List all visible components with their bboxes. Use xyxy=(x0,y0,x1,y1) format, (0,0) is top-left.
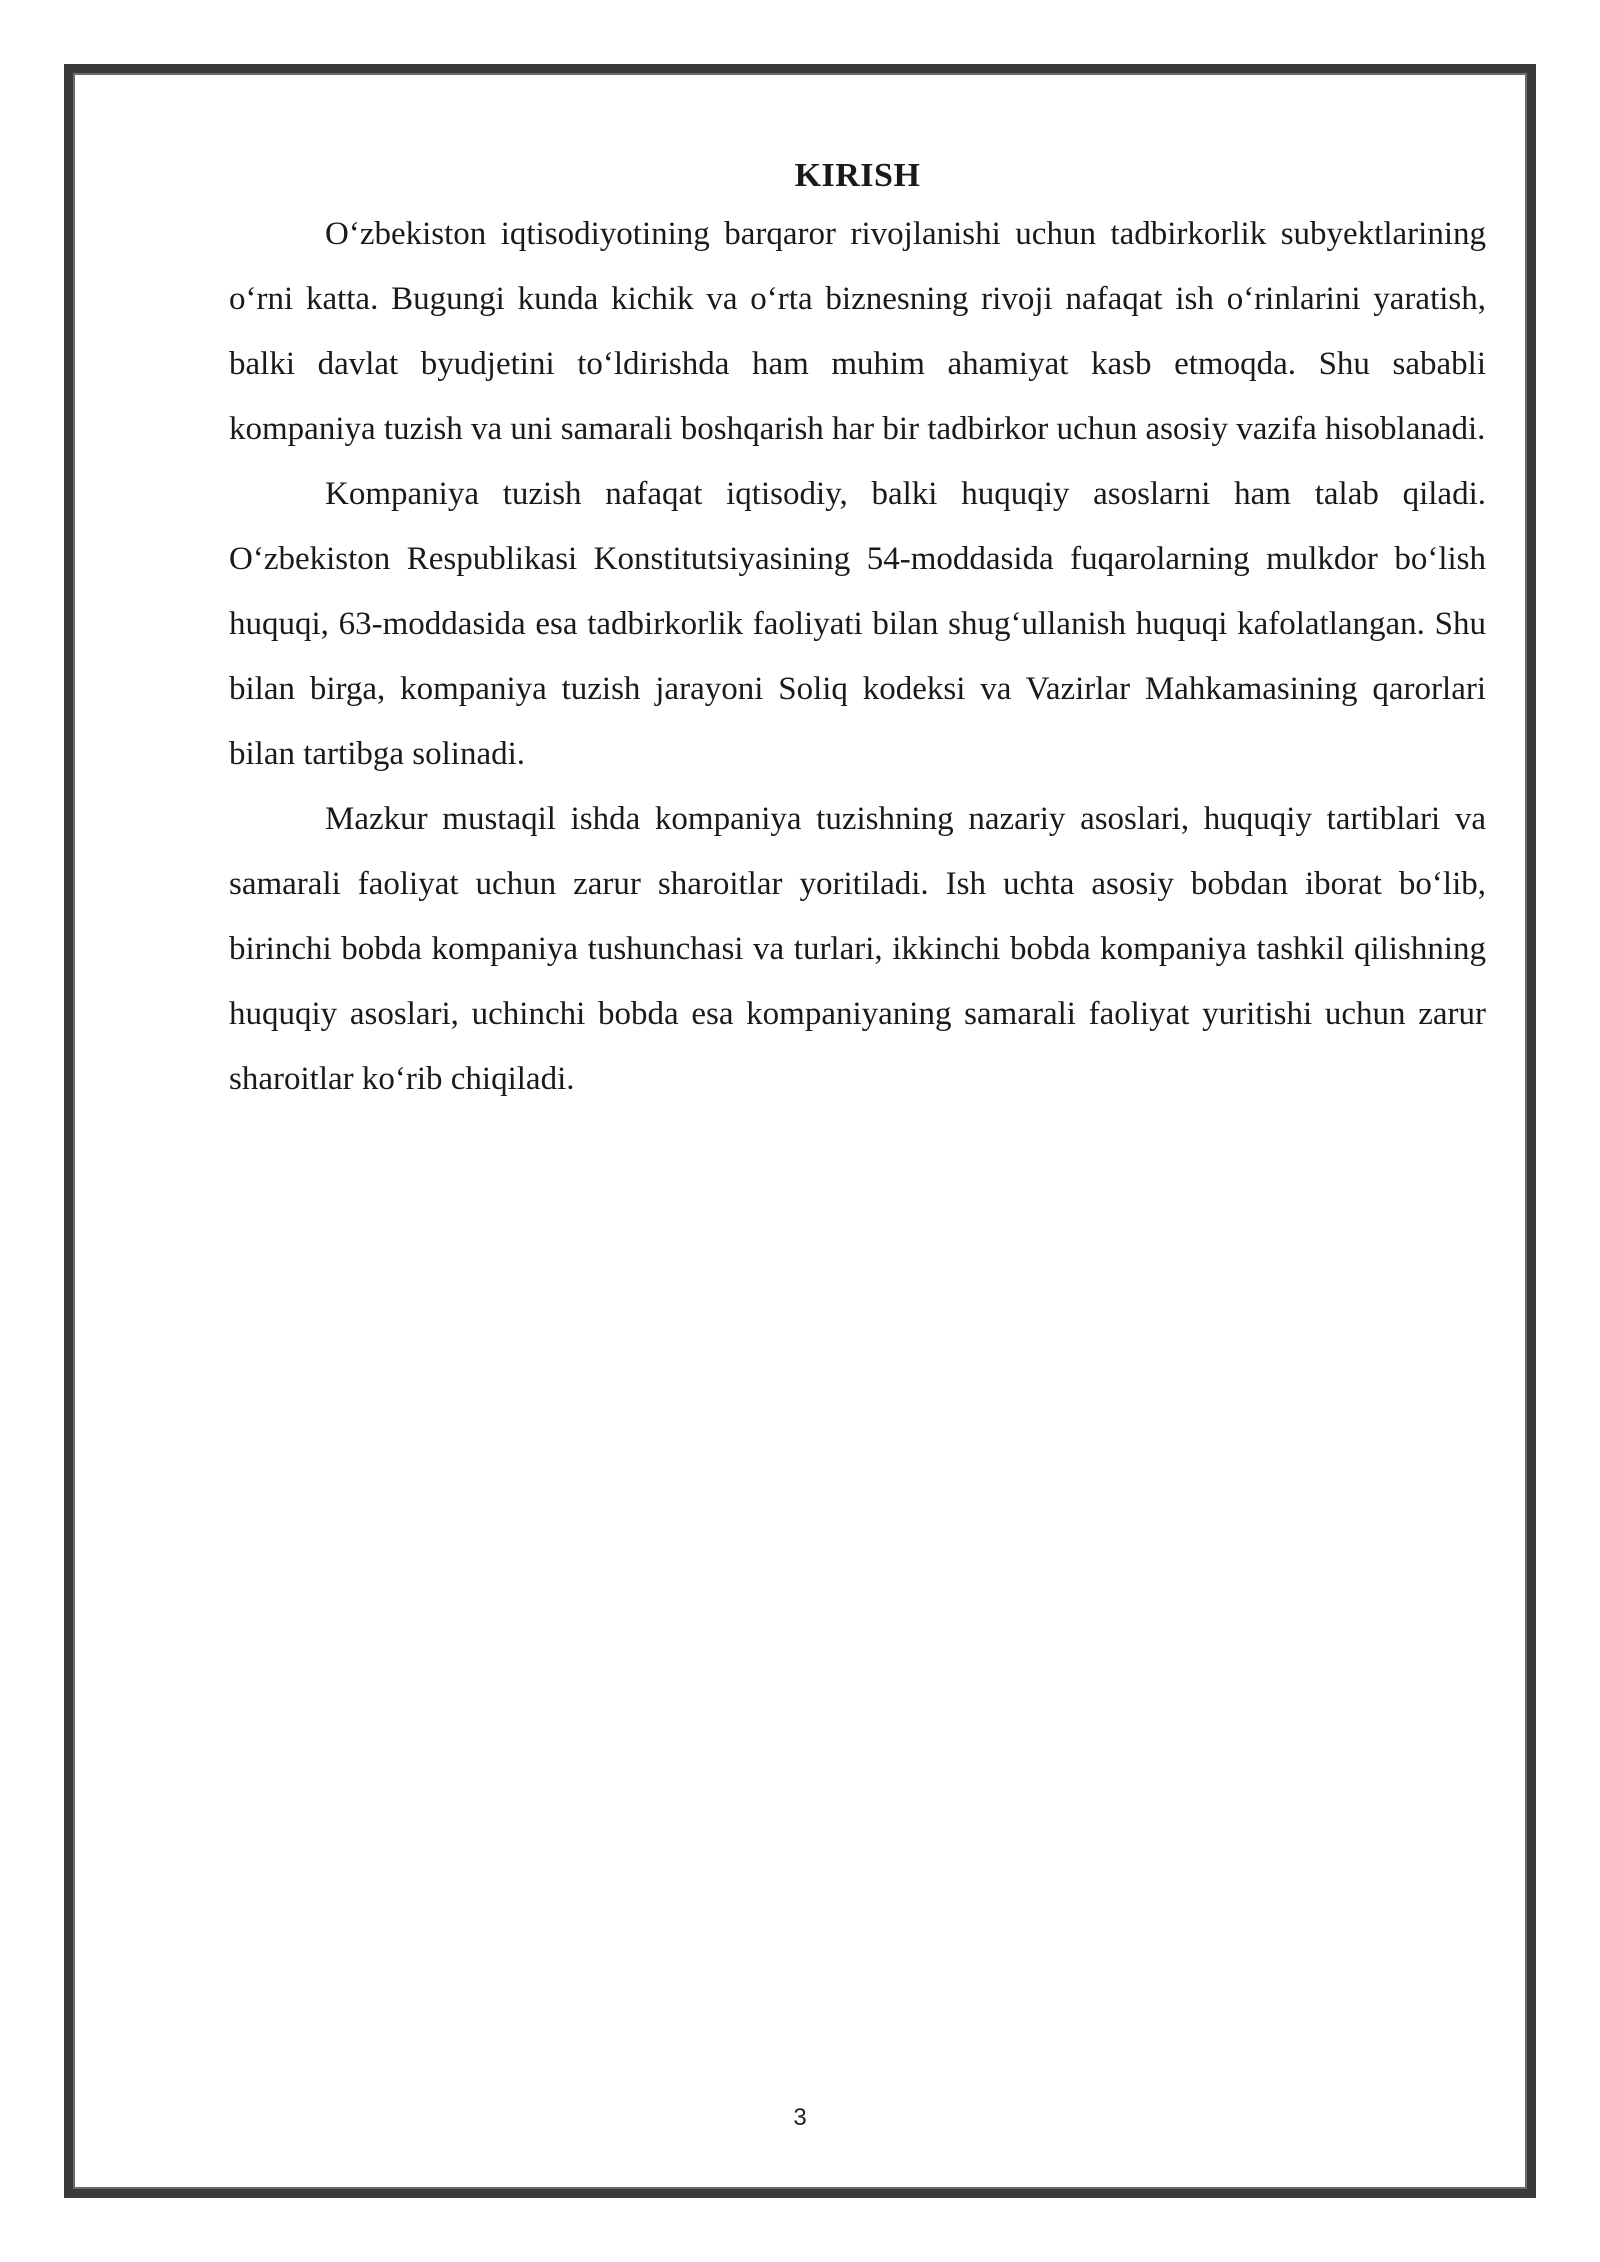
section-heading: KIRISH xyxy=(794,157,921,194)
document-body xyxy=(229,150,1486,1112)
page-number: 3 xyxy=(793,2104,807,2131)
paragraph-2: Kompaniya tuzish nafaqat iqtisodiy, balki huquqiy asoslarni ham talab qiladi. O‘zbekiston Respublikasi Konstitutsiyasining 54-moddasida fuqarolarning mulkdor bo‘lish huquqi, 63-moddasida esa tadbirkorlik faoliyati bilan shug‘ullanish huquqi kafolatlangan. Shu bilan birga, kompaniya tuzish jarayoni Soliq kodeksi va Vazirlar Mahkamasining qarorlari bilan tartibga solinadi. xyxy=(229,476,1486,772)
paragraph-3: Mazkur mustaqil ishda kompaniya tuzishning nazariy asoslari, huquqiy tartiblari va samarali faoliyat uchun zarur sharoitlar yoritiladi. Ish uchta asosiy bobdan iborat bo‘lib, birinchi bobda kompaniya tushunchasi va turlari, ikkinchi bobda kompaniya tashkil qilishning huquqiy asoslari, uchinchi bobda esa kompaniyaning samarali faoliyat yuritishi uchun zarur sharoitlar ko‘rib chiqiladi. xyxy=(229,801,1486,1097)
paragraph-1: O‘zbekiston iqtisodiyotining barqaror rivojlanishi uchun tadbirkorlik subyektlarining o‘rni katta. Bugungi kunda kichik va o‘rta biznesning rivoji nafaqat ish o‘rinlarini yaratish, balki davlat byudjetini to‘ldirishda ham muhim ahamiyat kasb etmoqda. Shu sababli kompaniya tuzish va uni samarali boshqarish har bir tadbirkor uchun asosiy vazifa hisoblanadi. xyxy=(229,216,1486,447)
